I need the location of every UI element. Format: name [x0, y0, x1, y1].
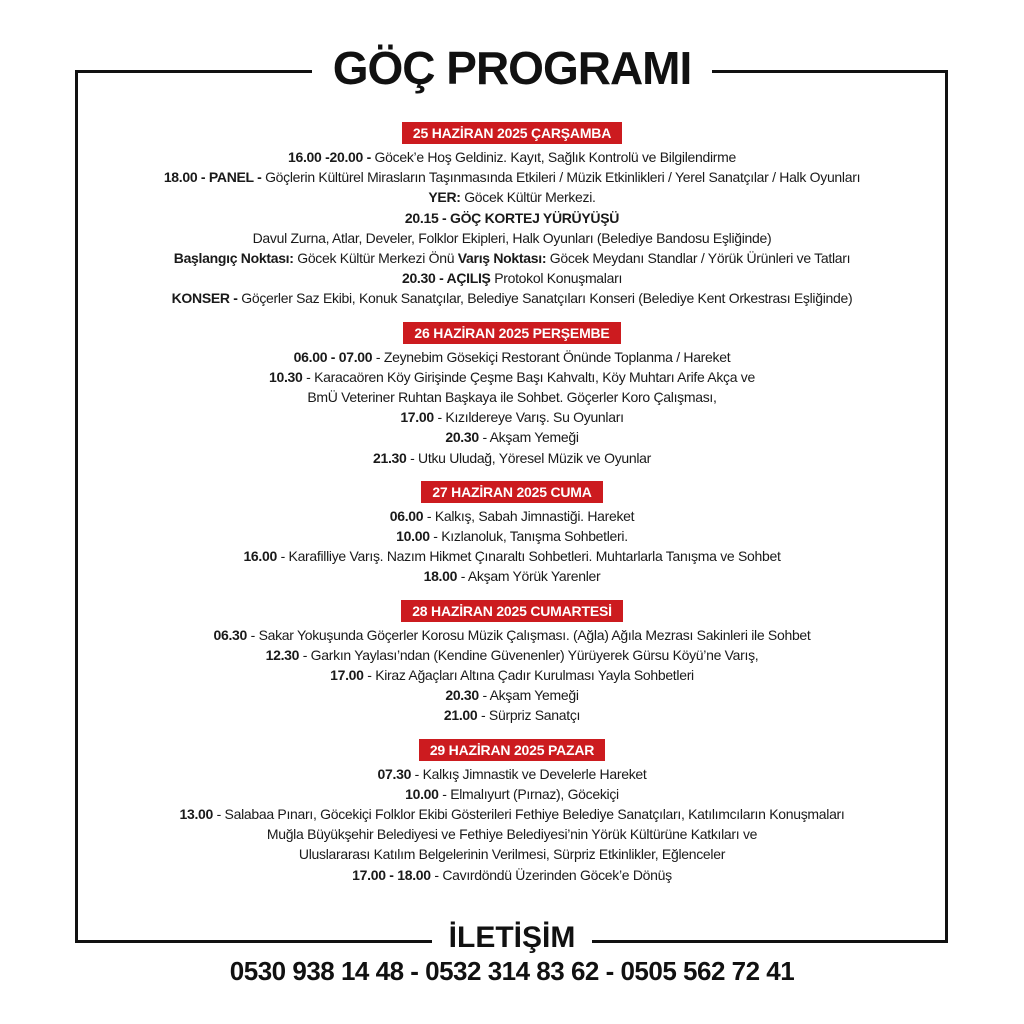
schedule-text: - Elmalıyurt (Pırnaz), Göcekiçi: [438, 785, 619, 802]
day-section: [80, 122, 944, 309]
schedule-time: 06.30: [213, 626, 248, 643]
schedule-line: [80, 546, 944, 566]
schedule-time: 12.30: [265, 646, 300, 663]
schedule-line: [80, 784, 944, 804]
schedule-line: [80, 147, 944, 167]
schedule-text: - Zeynebim Gösekiçi Restorant Önünde Toplanma / Hareket: [372, 348, 731, 365]
day-section: [80, 481, 944, 587]
schedule-line: [80, 288, 944, 308]
schedule-line: [80, 625, 944, 645]
schedule-time: Başlangıç Noktası:: [173, 250, 294, 267]
schedule-time: KONSER -: [171, 290, 238, 307]
schedule-time: 20.30 - AÇILIŞ: [401, 270, 491, 287]
schedule-time: 20.30: [445, 429, 479, 446]
day-header: 29 HAZİRAN 2025 PAZAR: [419, 739, 605, 761]
schedule-line: [80, 705, 944, 725]
day-header: 27 HAZİRAN 2025 CUMA: [421, 481, 602, 503]
schedule-text: Göçerler Saz Ekibi, Konuk Sanatçılar, Belediye Sanatçıları Konseri (Belediye Kent Orkestrası Eşliğinde): [237, 290, 853, 307]
schedule-line: [80, 865, 944, 885]
schedule-time: 17.00 - 18.00: [352, 866, 431, 883]
schedule-time: 10.30: [268, 368, 303, 385]
schedule-text: Göçlerin Kültürel Mirasların Taşınmasında Etkileri / Müzik Etkinlikleri / Yerel Sanatçılar / Halk Oyunları: [261, 169, 861, 186]
day-header: 26 HAZİRAN 2025 PERŞEMBE: [403, 322, 620, 344]
schedule-line: [80, 208, 944, 228]
schedule-text: BmÜ Veteriner Ruhtan Başkaya ile Sohbet. Göçerler Koro Çalışması,: [307, 389, 717, 406]
program-content: [80, 122, 944, 898]
schedule-text: Göcek Kültür Merkezi.: [460, 189, 596, 206]
day-section: [80, 600, 944, 726]
schedule-line: [80, 167, 944, 187]
schedule-line: [80, 407, 944, 427]
schedule-line: [80, 844, 944, 864]
schedule-line: [80, 566, 944, 586]
schedule-line: [80, 506, 944, 526]
schedule-time: 17.00: [400, 409, 434, 426]
schedule-text: - Salabaa Pınarı, Göcekiçi Folklor Ekibi Gösterileri Fethiye Belediye Sanatçıları, Katılımcıların Konuşmaları: [213, 806, 845, 823]
schedule-line: [80, 347, 944, 367]
schedule-text: Uluslararası Katılım Belgelerinin Verilmesi, Sürpriz Etkinlikler, Eğlenceler: [298, 846, 726, 863]
schedule-line: [80, 685, 944, 705]
schedule-time: YER:: [428, 189, 461, 206]
schedule-line: [80, 427, 944, 447]
schedule-text: - Cavırdöndü Üzerinden Göcek’e Dönüş: [430, 866, 672, 883]
schedule-time: 10.00: [405, 785, 439, 802]
schedule-text: - Kalkış, Sabah Jimnastiği. Hareket: [423, 507, 635, 524]
schedule-text: - Utku Uludağ, Yöresel Müzik ve Oyunlar: [406, 449, 652, 466]
schedule-line: [80, 665, 944, 685]
schedule-time: 06.00 - 07.00: [293, 348, 373, 365]
schedule-text: - Sürpriz Sanatçı: [477, 707, 581, 724]
schedule-line: [80, 268, 944, 288]
schedule-text: - Kiraz Ağaçları Altına Çadır Kurulması Yayla Sohbetleri: [363, 667, 694, 684]
schedule-time: 18.00 - PANEL -: [163, 169, 262, 186]
schedule-text: Göcek Kültür Merkezi Önü: [293, 250, 458, 267]
schedule-text: - Kızlanoluk, Tanışma Sohbetleri.: [429, 528, 628, 545]
schedule-text: - Garkın Yaylası’ndan (Kendine Güvenenler) Yürüyerek Gürsu Köyü’ne Varış,: [299, 646, 759, 663]
schedule-time: 21.00: [443, 707, 478, 724]
schedule-time: 17.00: [330, 667, 364, 684]
schedule-line: [80, 804, 944, 824]
page-title: GÖÇ PROGRAMI: [312, 38, 712, 98]
day-section: [80, 322, 944, 468]
schedule-line: [80, 387, 944, 407]
schedule-time: 16.00 -20.00 -: [287, 149, 371, 165]
schedule-text: Muğla Büyükşehir Belediyesi ve Fethiye Belediyesi’nin Yörük Kültürüne Katkıları ve: [266, 826, 758, 843]
schedule-time: 10.00: [396, 528, 430, 545]
schedule-time: 13.00: [179, 806, 214, 823]
schedule-text: - Kızıldereye Varış. Su Oyunları: [433, 409, 624, 426]
phone-numbers: 0530 938 14 48 - 0532 314 83 62 - 0505 562 72 41: [229, 956, 795, 986]
schedule-text: Göcek’e Hoş Geldiniz. Kayıt, Sağlık Kontrolü ve Bilgilendirme: [370, 149, 736, 165]
schedule-line: [80, 526, 944, 546]
schedule-line: [80, 367, 944, 387]
day-header: 25 HAZİRAN 2025 ÇARŞAMBA: [402, 122, 622, 144]
day-section: [80, 739, 944, 885]
schedule-text: - Akşam Yemeği: [478, 687, 579, 704]
schedule-time: 20.30: [445, 687, 479, 704]
schedule-line: [80, 187, 944, 207]
schedule-line: [80, 248, 944, 268]
schedule-time: 21.30: [372, 449, 407, 466]
schedule-line: [80, 824, 944, 844]
schedule-text: - Sakar Yokuşunda Göçerler Korosu Müzik Çalışması. (Ağla) Ağıla Mezrası Sakinleri ile Sohbet: [247, 626, 811, 643]
schedule-time: 18.00: [423, 568, 458, 585]
schedule-line: [80, 448, 944, 468]
schedule-text: - Karafilliye Varış. Nazım Hikmet Çınaraltı Sohbetleri. Muhtarlarla Tanışma ve Sohbet: [276, 548, 781, 565]
schedule-text: - Akşam Yörük Yarenler: [457, 568, 601, 585]
schedule-time: 20.15 - GÖÇ KORTEJ YÜRÜYÜŞÜ: [404, 209, 620, 226]
schedule-text: - Karacaören Köy Girişinde Çeşme Başı Kahvaltı, Köy Muhtarı Arife Akça ve: [302, 368, 755, 385]
schedule-time: Varış Noktası:: [457, 250, 547, 267]
schedule-text: Göcek Meydanı Standlar / Yörük Ürünleri ve Tatları: [546, 250, 851, 267]
schedule-time: 06.00: [389, 507, 424, 524]
schedule-line: [80, 645, 944, 665]
schedule-text: - Akşam Yemeği: [478, 429, 579, 446]
schedule-line: [80, 764, 944, 784]
schedule-text: Davul Zurna, Atlar, Develer, Folklor Ekipleri, Halk Oyunları (Belediye Bandosu Eşliğinde): [252, 229, 772, 246]
day-header: 28 HAZİRAN 2025 CUMARTESİ: [401, 600, 623, 622]
schedule-time: 07.30: [377, 765, 412, 782]
schedule-text: - Kalkış Jimnastik ve Develerle Hareket: [411, 765, 647, 782]
contact-title: İLETİŞİM: [432, 916, 592, 960]
schedule-time: 16.00: [243, 548, 277, 565]
schedule-text: Protokol Konuşmaları: [490, 270, 623, 287]
schedule-line: [80, 228, 944, 248]
